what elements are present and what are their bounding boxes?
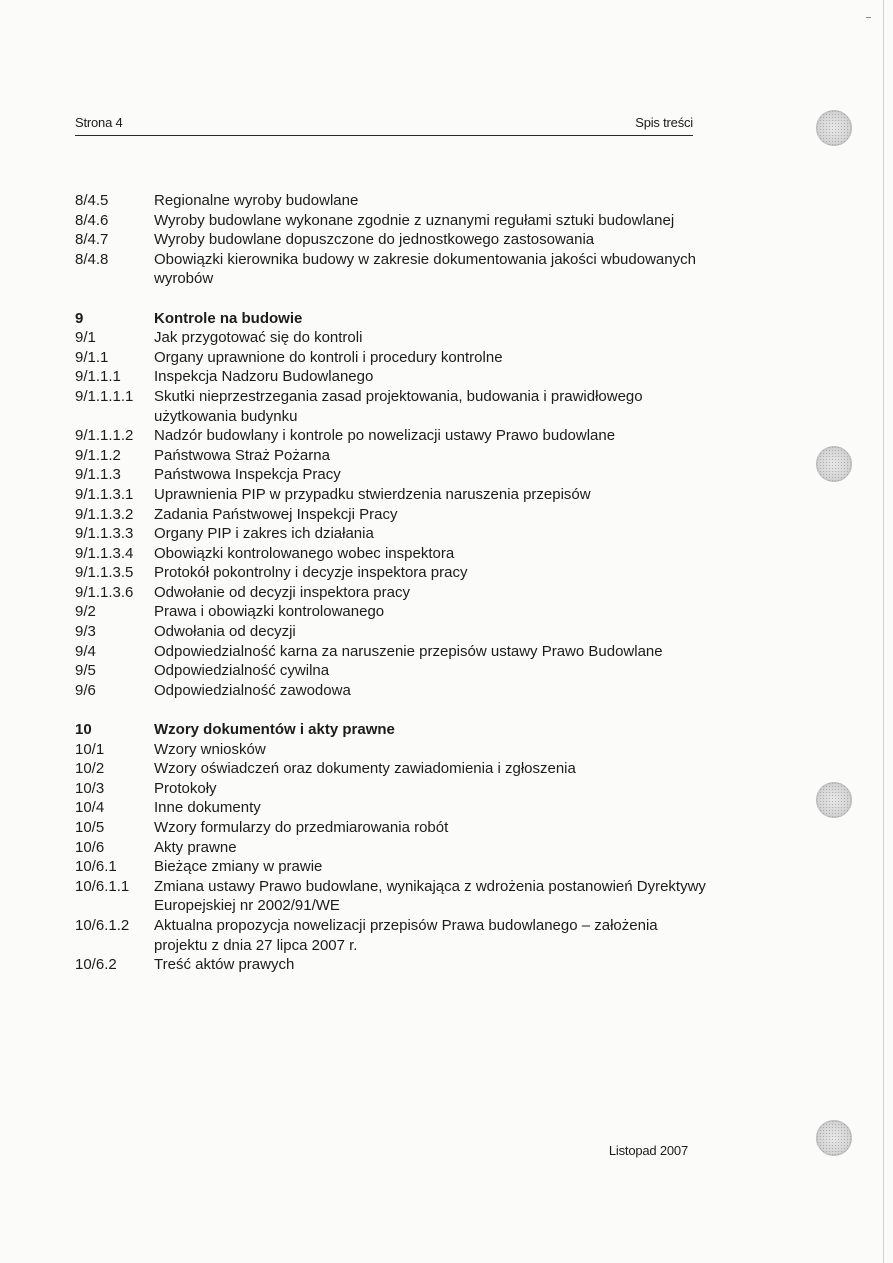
- toc-number: 9/2: [75, 603, 96, 621]
- toc-row: [75, 426, 715, 446]
- punch-hole: [816, 446, 852, 482]
- toc-row: [75, 916, 715, 955]
- section-title: Spis treści: [635, 115, 693, 130]
- toc-row: [75, 877, 715, 916]
- toc-number: 9/1.1.3.6: [75, 583, 134, 601]
- toc-number: 10/6.1.2: [75, 916, 130, 934]
- toc-number: 9/1.1.1.1: [75, 387, 134, 405]
- toc-title: Jak przygotować się do kontroli: [154, 329, 363, 347]
- page-edge-line: [883, 0, 884, 1263]
- punch-hole: [816, 110, 852, 146]
- toc-title: Aktualna propozycja nowelizacji przepisów Prawa budowlanego – założenia projektu z dnia 27 lipca 2007 r.: [154, 916, 658, 954]
- toc-number: 10: [75, 721, 92, 739]
- toc-row: [75, 348, 715, 368]
- toc-number: 10/6: [75, 838, 105, 856]
- toc-row: [75, 485, 715, 505]
- toc-row: [75, 602, 715, 622]
- punch-hole: [816, 1120, 852, 1156]
- toc-title: Protokoły: [154, 779, 217, 797]
- toc-row: [75, 230, 715, 250]
- toc-title: Protokół pokontrolny i decyzje inspektora pracy: [154, 564, 468, 582]
- toc-number: 8/4.7: [75, 231, 109, 249]
- toc-row: [75, 642, 715, 662]
- toc-title: Organy PIP i zakres ich działania: [154, 525, 374, 543]
- toc-title: Państwowa Straż Pożarna: [154, 446, 330, 464]
- toc-title: Nadzór budowlany i kontrole po nowelizacji ustawy Prawo budowlane: [154, 427, 616, 445]
- toc-title: Regionalne wyroby budowlane: [154, 192, 359, 209]
- toc-title: Treść aktów prawych: [154, 956, 295, 974]
- toc-title: Obowiązki kierownika budowy w zakresie dokumentowania jakości wbudowanych wyrobów: [154, 250, 696, 288]
- toc-number: 9/6: [75, 681, 96, 699]
- toc-title: Inspekcja Nadzoru Budowlanego: [154, 368, 374, 386]
- toc-title: Uprawnienia PIP w przypadku stwierdzenia naruszenia przepisów: [154, 485, 591, 503]
- toc-number: 10/6.1: [75, 858, 117, 876]
- toc-row: [75, 838, 715, 858]
- toc-number: 9/1.1.3.3: [75, 525, 134, 543]
- toc-chapter-row: [75, 720, 715, 740]
- toc-row: [75, 661, 715, 681]
- toc-number: 10/1: [75, 740, 105, 758]
- toc-number: 8/4.8: [75, 250, 109, 268]
- toc-title: Państwowa Inspekcja Pracy: [154, 466, 341, 484]
- toc-row: [75, 955, 715, 975]
- toc-number: 10/4: [75, 799, 105, 817]
- toc-number: 9/1.1.3.1: [75, 485, 134, 503]
- toc-row: [75, 544, 715, 564]
- scan-mark: [866, 17, 871, 18]
- toc-row: [75, 465, 715, 485]
- toc-title: Obowiązki kontrolowanego wobec inspektora: [154, 544, 455, 562]
- toc-number: 9/1.1.1: [75, 368, 121, 386]
- toc-row: [75, 798, 715, 818]
- toc-row: [75, 681, 715, 701]
- toc-title: Wzory dokumentów i akty prawne: [154, 721, 395, 739]
- toc-number: 9/1.1.1.2: [75, 427, 134, 445]
- toc-title: Wzory oświadczeń oraz dokumenty zawiadomienia i zgłoszenia: [154, 760, 576, 778]
- toc-row: [75, 446, 715, 466]
- toc-row: [75, 622, 715, 642]
- toc-row: [75, 759, 715, 779]
- toc-title: Odpowiedzialność karna za naruszenie przepisów ustawy Prawo Budowlane: [154, 642, 663, 660]
- toc-title: Akty prawne: [154, 838, 237, 856]
- toc-number: 10/5: [75, 819, 105, 836]
- toc-title: Odpowiedzialność cywilna: [154, 662, 330, 680]
- toc-row: [75, 524, 715, 544]
- toc-title: Odwołania od decyzji: [154, 623, 296, 641]
- toc-number: 9/1.1.3.4: [75, 544, 134, 562]
- header-rule: [75, 135, 693, 136]
- toc-title: Wyroby budowlane dopuszczone do jednostkowego zastosowania: [154, 231, 595, 249]
- toc-row: [75, 250, 715, 289]
- toc-number: 10/6.2: [75, 956, 117, 974]
- toc-number: 9/1.1: [75, 348, 109, 366]
- toc-number: 9/5: [75, 662, 96, 680]
- toc-row: [75, 583, 715, 603]
- toc-row: [75, 857, 715, 877]
- toc-title: Prawa i obowiązki kontrolowanego: [154, 603, 385, 621]
- toc-number: 8/4.6: [75, 211, 109, 229]
- toc-title: Wzory wniosków: [154, 740, 266, 758]
- page-number: Strona 4: [75, 115, 123, 130]
- toc-title: Kontrole na budowie: [154, 309, 303, 327]
- toc-row: [75, 779, 715, 799]
- toc-number: 9: [75, 309, 84, 327]
- toc-number: 8/4.5: [75, 192, 109, 209]
- toc-number: 9/1: [75, 329, 96, 347]
- toc-row: [75, 740, 715, 760]
- toc-title: Bieżące zmiany w prawie: [154, 858, 323, 876]
- punch-hole: [816, 782, 852, 818]
- toc-row: [75, 367, 715, 387]
- toc-row: [75, 191, 715, 211]
- toc-row: [75, 328, 715, 348]
- toc-title: Wzory formularzy do przedmiarowania robót: [154, 819, 449, 836]
- footer-date: Listopad 2007: [608, 1143, 688, 1158]
- toc-number: 9/1.1.3: [75, 466, 121, 484]
- toc-title: Zmiana ustawy Prawo budowlane, wynikająca z wdrożenia postanowień Dyrektywy Europejskiej nr 2002/91/WE: [154, 877, 706, 915]
- toc-title: Skutki nieprzestrzegania zasad projektowania, budowania i prawidłowego użytkowania budynku: [154, 387, 643, 425]
- toc-number: 9/1.1.3.2: [75, 505, 134, 523]
- toc-number: 10/6.1.1: [75, 877, 130, 895]
- toc-title: Inne dokumenty: [154, 799, 261, 817]
- toc-title: Wyroby budowlane wykonane zgodnie z uznanymi regułami sztuki budowlanej: [154, 211, 675, 229]
- toc-title: Odwołanie od decyzji inspektora pracy: [154, 583, 410, 601]
- toc-title: Organy uprawnione do kontroli i procedury kontrolne: [154, 348, 503, 366]
- toc-number: 9/3: [75, 623, 96, 641]
- toc-row: [75, 387, 715, 426]
- table-of-contents: [75, 191, 715, 975]
- toc-number: 9/1.1.3.5: [75, 564, 134, 582]
- toc-row: [75, 211, 715, 231]
- toc-title: Odpowiedzialność zawodowa: [154, 681, 351, 699]
- toc-number: 10/3: [75, 779, 105, 797]
- toc-row: [75, 818, 715, 838]
- toc-chapter-row: [75, 309, 715, 329]
- toc-number: 10/2: [75, 760, 105, 778]
- toc-title: Zadania Państwowej Inspekcji Pracy: [154, 505, 398, 523]
- toc-row: [75, 563, 715, 583]
- toc-row: [75, 505, 715, 525]
- toc-number: 9/4: [75, 642, 96, 660]
- toc-number: 9/1.1.2: [75, 446, 121, 464]
